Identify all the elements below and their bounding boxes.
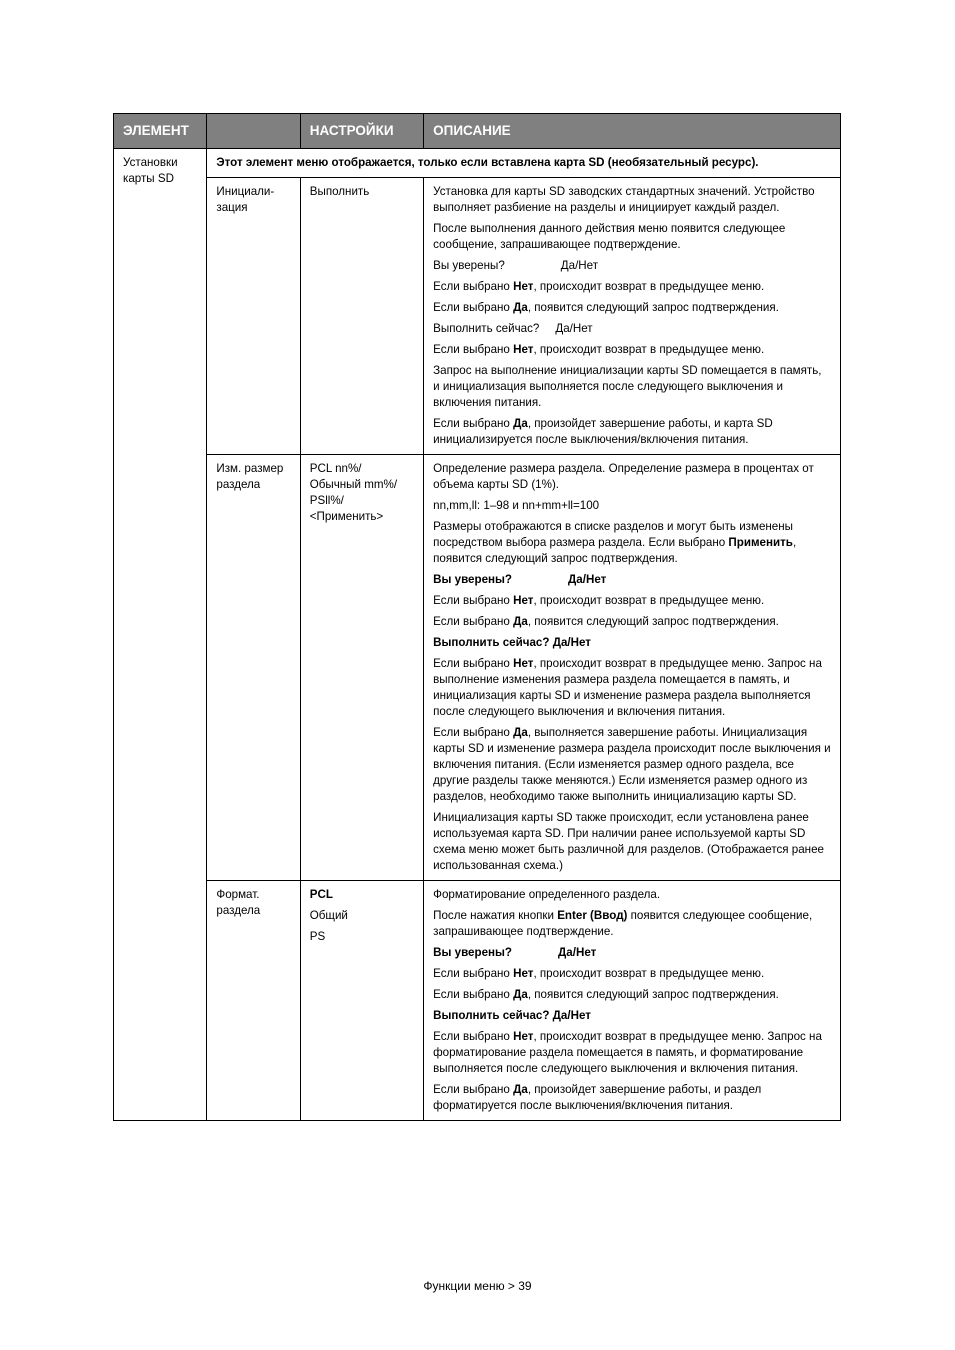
header-sub [207,114,300,149]
header-settings: НАСТРОЙКИ [300,114,423,149]
desc-paragraph: Если выбрано Да, выполняется завершение работы. Инициализация карты SD и изменение размера раздела происходит после выключения и включения питания. (Если изменяется размер одного раздела, все другие разделы также меняются.) Если изменяется размер одного из разделов, необходимо также выполнить инициализацию карты SD. [433,726,831,803]
header-description: ОПИСАНИЕ [424,114,841,149]
desc-paragraph: Запрос на выполнение инициализации карты SD помещается в память, и инициализация выполняется после следующего выключения и включения питания. [433,364,822,409]
header-element: ЭЛЕМЕНТ [114,114,207,149]
setting-value: <Применить> [309,510,384,523]
sub-item-label: Инициали- зация [216,185,275,214]
notice-text: Этот элемент меню отображается, только если вставлена карта SD (необязательный ресурс). [207,149,841,178]
settings-cell [300,178,423,455]
table-row [114,178,841,455]
settings-cell [300,881,423,1121]
desc-paragraph: Инициализация карты SD также происходит, если установлена ранее используемая карта SD. При наличии ранее используемой карты SD схема меню может быть различной для разделов. (Отображается ранее использованная схема.) [433,811,824,872]
execute-prompt: Выполнить сейчас? Да/Нет [433,1009,591,1022]
desc-paragraph: Если выбрано Нет, происходит возврат в предыдущее меню. [433,594,765,607]
desc-paragraph: Если выбрано Нет, происходит возврат в предыдущее меню. [433,343,765,356]
description-cell [424,881,841,1121]
desc-paragraph: Если выбрано Да, появится следующий запрос подтверждения. [433,988,779,1001]
confirm-prompt: Вы уверены? Да/Нет [433,573,607,586]
sub-item-label: Формат. раздела [216,888,261,917]
sub-item-label: Изм. размер раздела [216,462,284,491]
setting-value: Обычный mm%/ [309,478,398,491]
sub-item-cell [207,881,300,1121]
desc-paragraph: Если выбрано Да, произойдет завершение работы, и карта SD инициализируется после выключения/включения питания. [433,417,773,446]
desc-paragraph: Если выбрано Да, произойдет завершение работы, и раздел форматируется после выключения/включения питания. [433,1083,762,1112]
description-cell [424,455,841,881]
setting-value: Общий [309,909,348,922]
setting-value: PS [309,930,326,943]
desc-paragraph: Форматирование определенного раздела. [433,888,661,901]
desc-paragraph: После нажатия кнопки Enter (Ввод) появится следующее сообщение, запрашивающее подтверждение. [433,909,813,938]
desc-paragraph: Если выбрано Нет, происходит возврат в предыдущее меню. Запрос на выполнение изменения размера раздела помещается в память, и инициализация карты SD и изменение размера раздела выполняется после следующего выключения и включения питания. [433,657,822,718]
desc-paragraph: Если выбрано Да, появится следующий запрос подтверждения. [433,615,779,628]
menu-table [113,113,841,1121]
table-row [114,149,841,178]
element-cell: Установки карты SD [114,149,207,1121]
desc-paragraph: Если выбрано Нет, происходит возврат в предыдущее меню. [433,280,765,293]
desc-paragraph: Определение размера раздела. Определение размера в процентах от объема карты SD (1%). [433,462,814,491]
desc-paragraph: Если выбрано Да, появится следующий запрос подтверждения. [433,301,779,314]
table-row [114,455,841,881]
sub-item-cell [207,178,300,455]
execute-prompt: Выполнить сейчас? Да/Нет [433,322,593,335]
settings-cell [300,455,423,881]
desc-paragraph: После выполнения данного действия меню появится следующее сообщение, запрашивающее подтверждение. [433,222,786,251]
setting-value: PSll%/ [309,494,344,507]
setting-value: PCL nn%/ [309,462,362,475]
desc-paragraph: nn,mm,ll: 1–98 и nn+mm+ll=100 [433,499,600,512]
desc-paragraph: Размеры отображаются в списке разделов и могут быть изменены посредством выбора размера раздела. Если выбрано Применить, появится следующий запрос подтверждения. [433,520,797,565]
desc-paragraph: Если выбрано Нет, происходит возврат в предыдущее меню. [433,967,765,980]
desc-paragraph: Установка для карты SD заводских стандартных значений. Устройство выполняет разбиение на разделы и инициирует каждый раздел. [433,185,815,214]
header-row [114,114,841,149]
setting-value: PCL [309,888,333,901]
execute-prompt: Выполнить сейчас? Да/Нет [433,636,591,649]
description-cell [424,178,841,455]
page-footer: Функции меню > 39 [423,1279,532,1293]
confirm-prompt: Вы уверены? Да/Нет [433,259,599,272]
table-row [114,881,841,1121]
sub-item-cell [207,455,300,881]
confirm-prompt: Вы уверены? Да/Нет [433,946,597,959]
setting-value: Выполнить [309,185,370,198]
desc-paragraph: Если выбрано Нет, происходит возврат в предыдущее меню. Запрос на форматирование раздела помещается в память, и форматирование выполняется после следующего выключения и включения питания. [433,1030,822,1075]
